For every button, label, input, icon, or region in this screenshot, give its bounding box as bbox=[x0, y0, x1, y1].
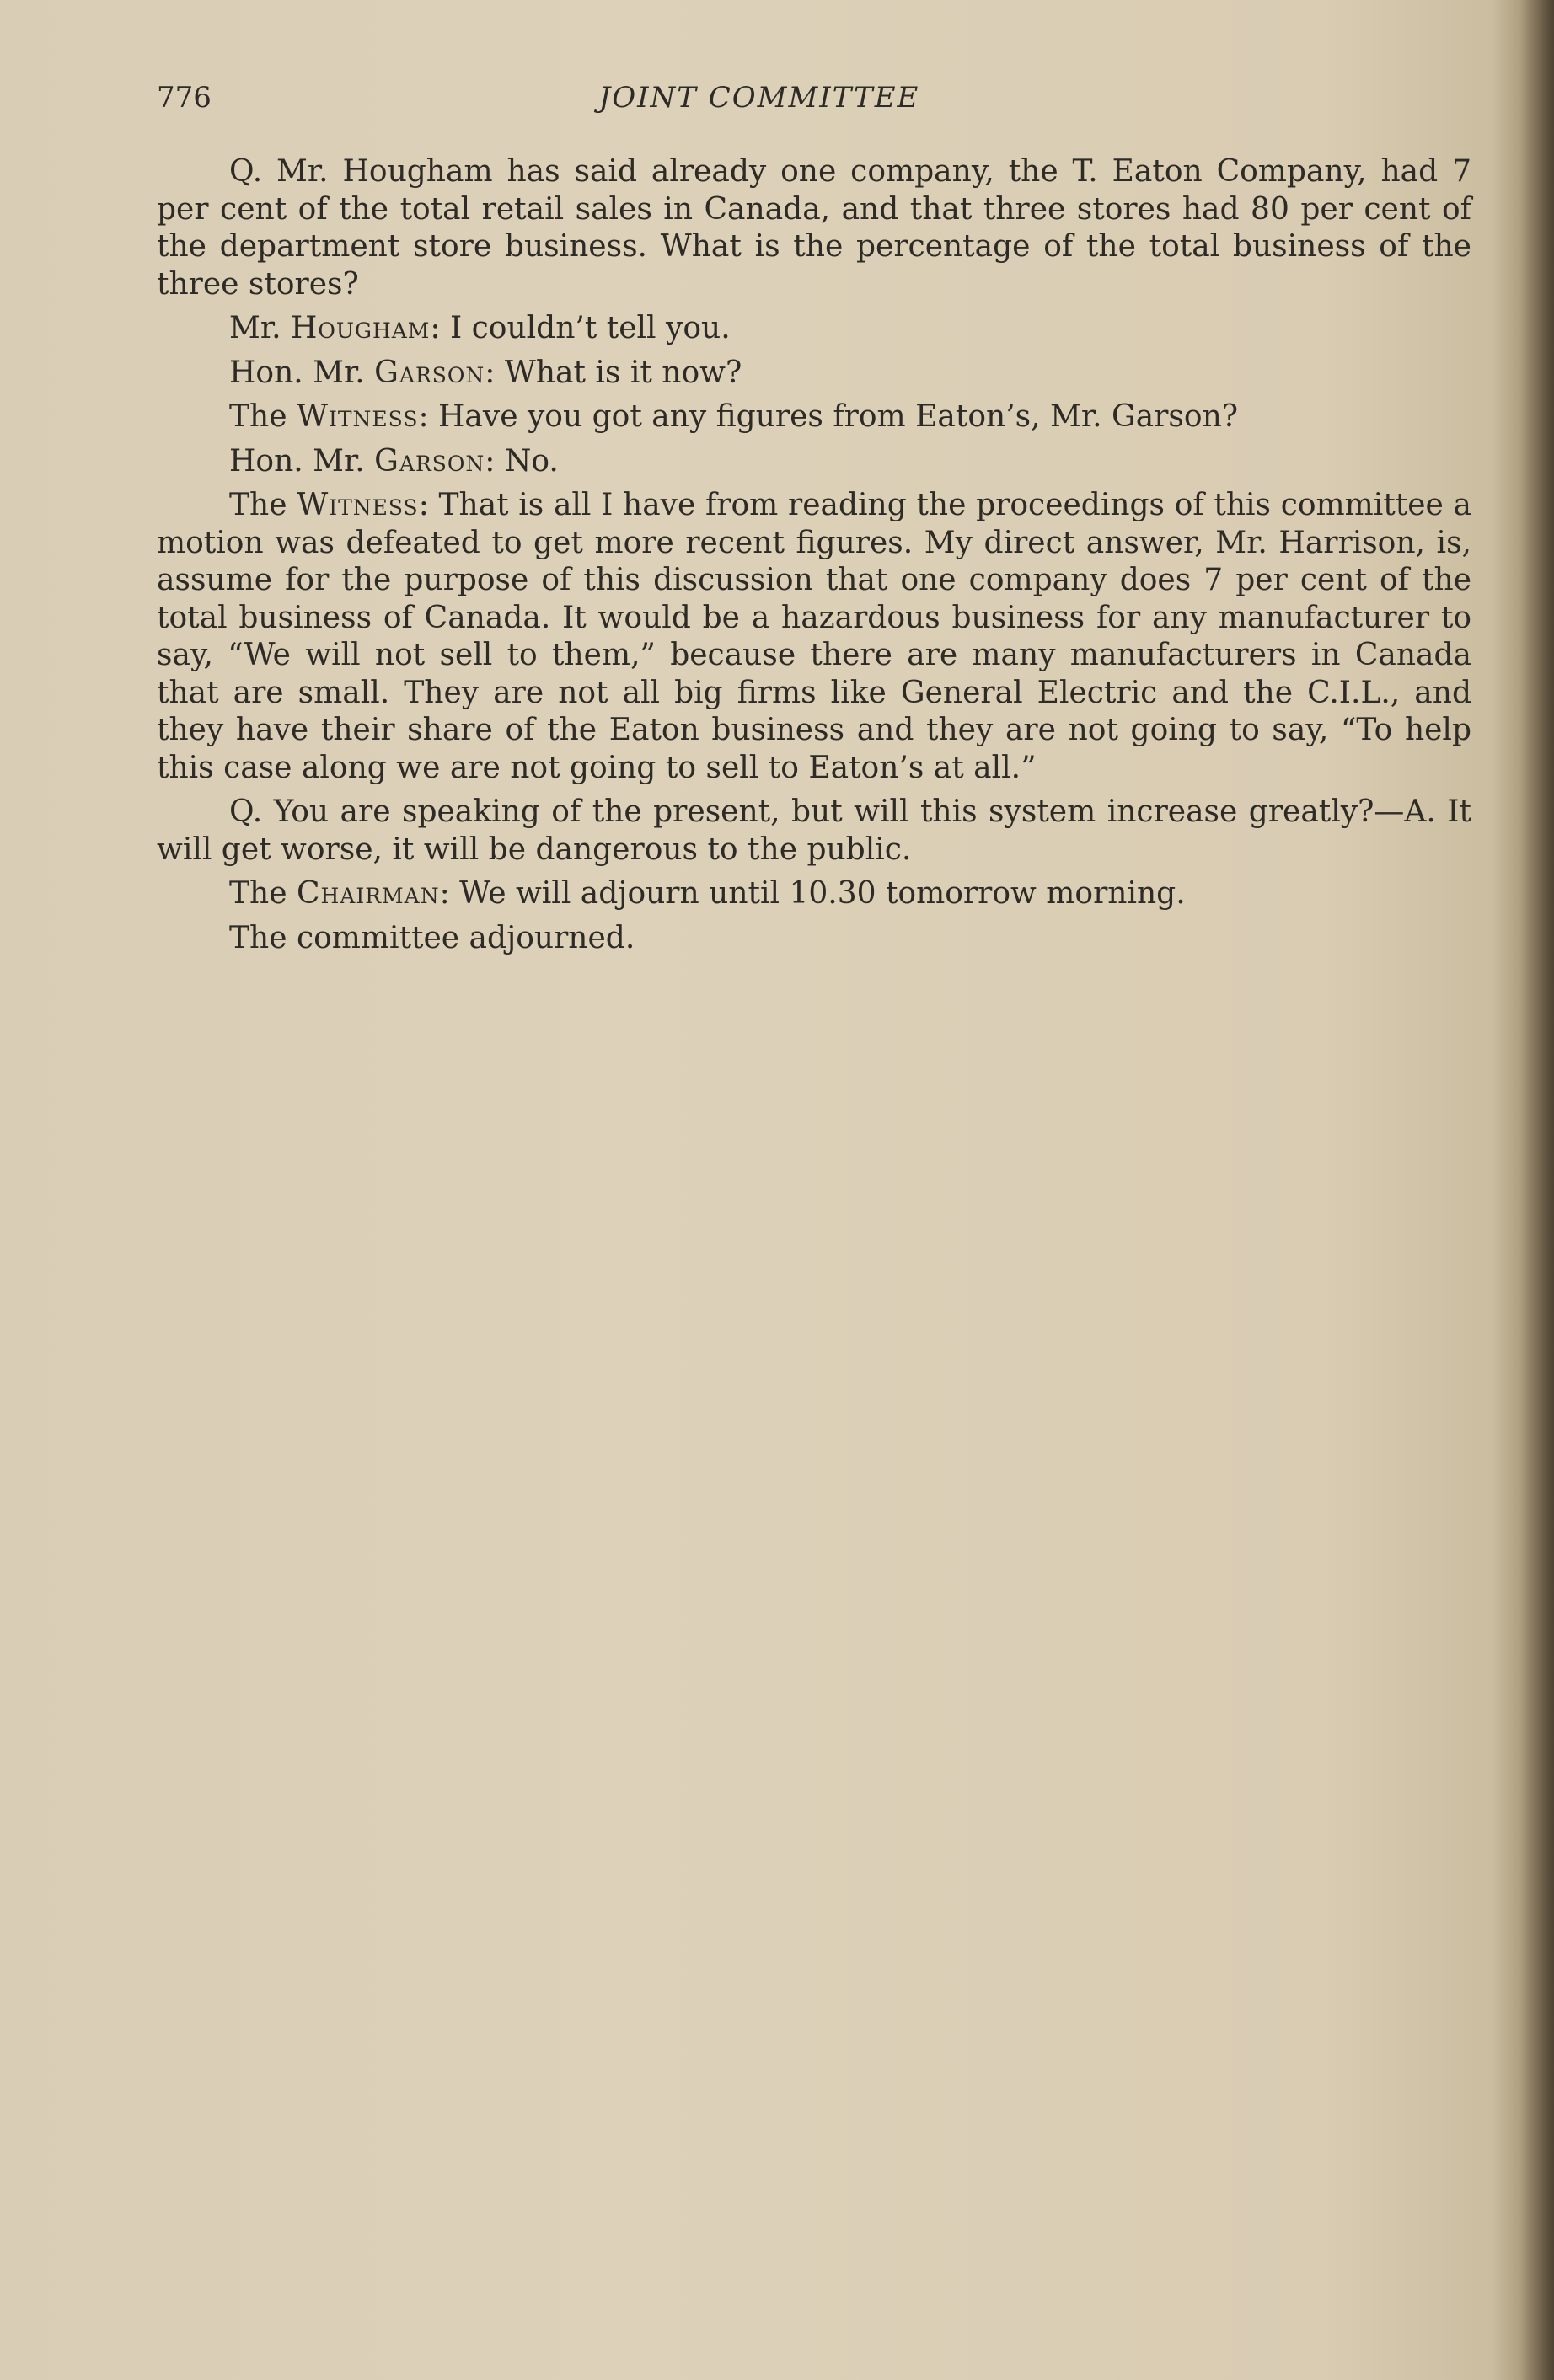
paragraph-hougham-reply bbox=[157, 310, 1471, 348]
speaker-name: Chairman bbox=[296, 876, 440, 911]
paragraph-question-system bbox=[157, 794, 1471, 869]
speaker-prefix: The bbox=[229, 488, 297, 522]
speaker-name: Witness bbox=[297, 488, 419, 522]
speaker-name: Hougham bbox=[291, 311, 431, 345]
paragraph-text: : What is it now? bbox=[485, 355, 742, 390]
speaker-prefix: Mr. bbox=[229, 311, 292, 345]
paragraph-question-hougham bbox=[157, 153, 1471, 303]
speaker-prefix: Hon. Mr. bbox=[229, 355, 375, 390]
paragraph-garson-no bbox=[157, 443, 1471, 481]
page-number: 776 bbox=[157, 81, 212, 115]
page-header bbox=[157, 81, 1471, 123]
paragraph-text: Q. Mr. Hougham has said already one company, the T. Eaton Company, had 7 per cent of the total retail sales in Canada, and that three stores had 80 per cent of the department store business. What is the percentage of the total business of the three stores? bbox=[157, 154, 1471, 302]
speaker-prefix: The bbox=[229, 876, 297, 911]
speaker-name: Garson bbox=[374, 443, 485, 479]
paragraph-text: The committee adjourned. bbox=[229, 920, 635, 955]
speaker-prefix: The bbox=[229, 399, 297, 434]
page-body bbox=[157, 153, 1471, 964]
paragraph-witness-question bbox=[157, 398, 1471, 436]
paragraph-adjourned bbox=[157, 920, 1471, 958]
paragraph-text: : No. bbox=[485, 443, 559, 479]
speaker-name: Witness bbox=[296, 399, 419, 434]
running-title: JOINT COMMITTEE bbox=[598, 81, 920, 115]
paragraph-witness-answer bbox=[157, 487, 1471, 787]
paragraph-text: : Have you got any figures from Eaton’s, Mr. Garson? bbox=[418, 399, 1239, 434]
paragraph-text: : That is all I have from reading the proceedings of this committee a motion was defeated to get more recent figures. My direct answer, Mr. Harrison, is, assume for the purpose of this discussion that one company does 7 per cent of the total business of Canada. It would be a hazardous business for any manufacturer to say, “We will not sell to them,” because there are many manufacturers in Canada that are small. They are not all big firms like General Electric and the C.I.L., and they have their share of the Eaton business and they are not going to say, “To help this case along we are not going to sell to Eaton’s at all.” bbox=[157, 488, 1471, 785]
speaker-name: Garson bbox=[374, 355, 485, 390]
paragraph-chairman bbox=[157, 875, 1471, 913]
page-spine-shadow bbox=[1520, 0, 1554, 2380]
paragraph-text: : I couldn’t tell you. bbox=[430, 311, 731, 345]
paragraph-text: : We will adjourn until 10.30 tomorrow morning. bbox=[439, 876, 1186, 911]
paragraph-text: Q. You are speaking of the present, but will this system increase greatly?—A. It will get worse, it will be dangerous to the public. bbox=[157, 794, 1471, 867]
speaker-prefix: Hon. Mr. bbox=[229, 443, 375, 479]
paragraph-garson-question bbox=[157, 355, 1471, 393]
